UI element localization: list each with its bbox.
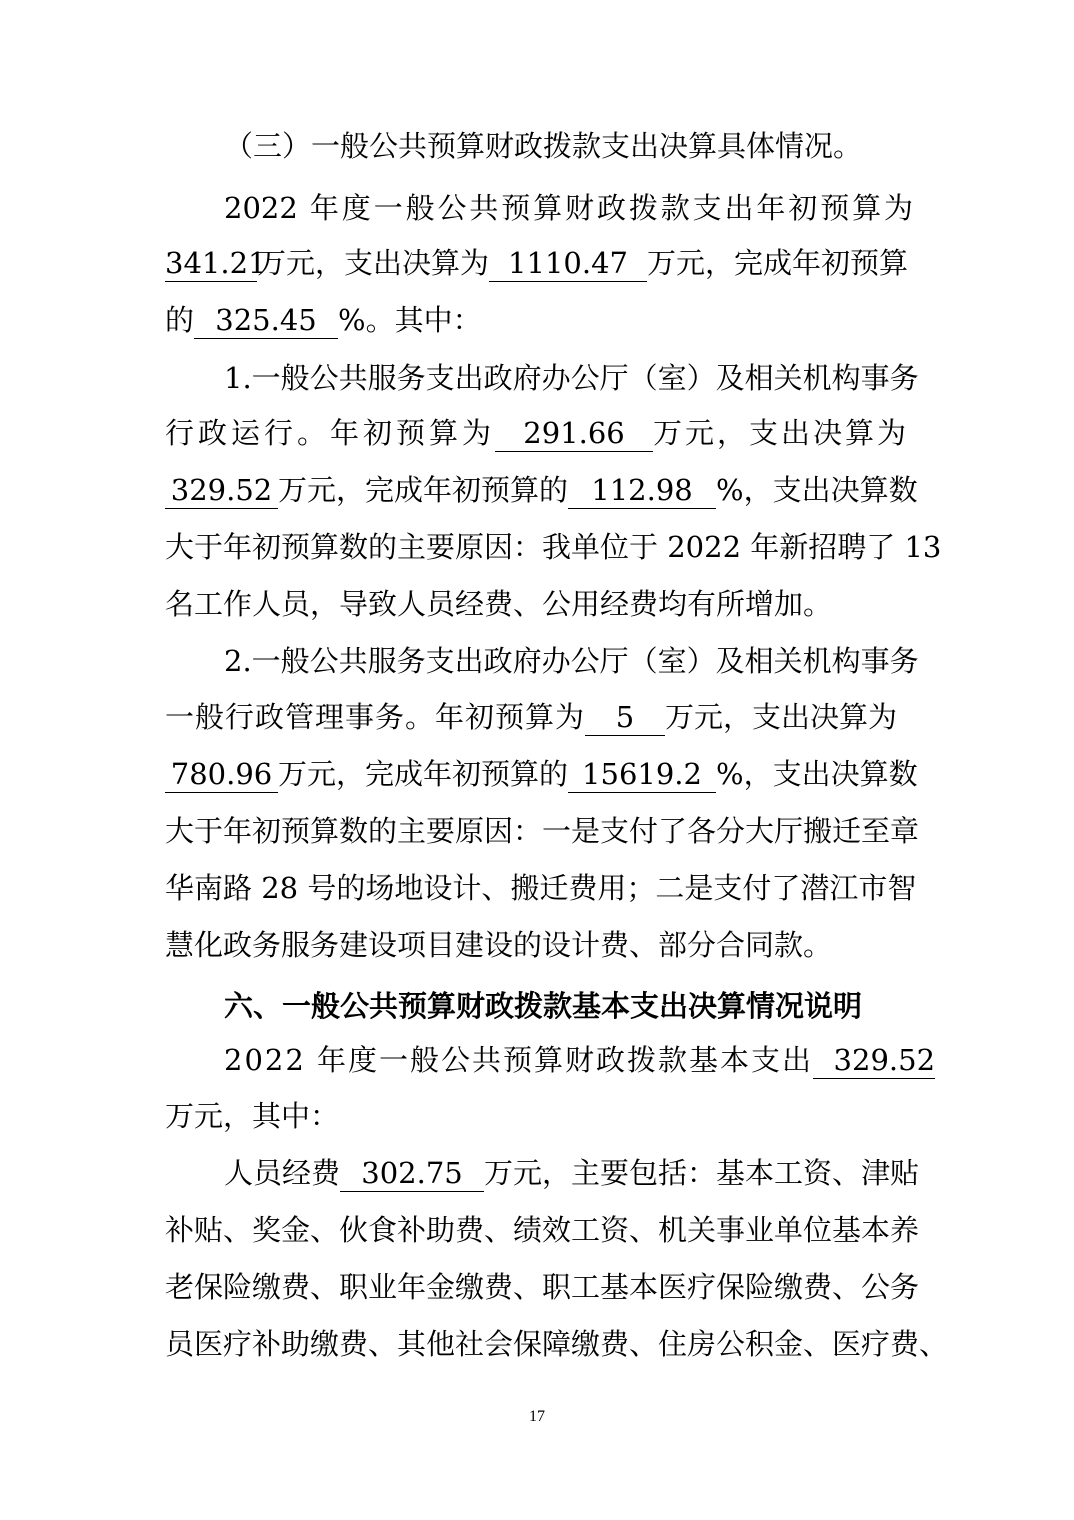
section-3-heading: （三）一般公共预算财政拨款支出决算具体情况。 [224, 129, 863, 163]
section-6-heading: 六、一般公共预算财政拨款基本支出决算情况说明 [224, 989, 863, 1023]
page-number: 17 [529, 1408, 545, 1425]
item1-line5: 名工作人员，导致人员经费、公用经费均有所增加。 [165, 587, 833, 621]
item1-line4: 大于年初预算数的主要原因：我单位于 2022 年新招聘了 13 [165, 530, 942, 564]
item2-line4: 大于年初预算数的主要原因：一是支付了各分大厅搬迁至章 [165, 814, 920, 848]
personnel-value: 302.75 [340, 1155, 484, 1192]
item2-line5: 华南路 28 号的场地设计、搬迁费用；二是支付了潜江市智 [165, 871, 917, 905]
item1-percent-value: 112.98 [568, 472, 716, 509]
item1-line2: 行政运行。年初预算为 291.66 万元，支出决算为 [165, 416, 910, 450]
budget-value: 341.21 [165, 246, 267, 280]
basic-expense-value: 329.52 [813, 1042, 935, 1079]
item1-budget-value: 291.66 [495, 415, 653, 452]
percent-value: 325.45 [194, 302, 338, 339]
item2-final-value: 780.96 [165, 756, 278, 793]
para1-line2: 341.21万元，支出决算为 1110.47 万元，完成年初预算 [165, 246, 909, 280]
item1-final-value: 329.52 [165, 472, 278, 509]
para7-line2: 补贴、奖金、伙食补助费、绩效工资、机关事业单位基本养 [165, 1213, 920, 1247]
item2-line3: 780.96 万元，完成年初预算的 15619.2 %，支出决算数 [165, 746, 913, 802]
para7-line3: 老保险缴费、职业年金缴费、职工基本医疗保险缴费、公务 [165, 1270, 920, 1304]
item2-line1: 2.一般公共服务支出政府办公厅（室）及相关机构事务 [224, 644, 919, 678]
item2-line6: 慧化政务服务建设项目建设的设计费、部分合同款。 [165, 928, 833, 962]
para6-line1: 2022 年度一般公共预算财政拨款基本支出 329.52 [224, 1043, 936, 1077]
item2-budget-value: 5 [585, 699, 665, 736]
item2-line2: 一般行政管理事务。年初预算为 5 万元，支出决算为 [165, 700, 898, 734]
item2-percent-value: 15619.2 [568, 756, 716, 793]
para7-line1: 人员经费 302.75 万元，主要包括：基本工资、津贴 [224, 1156, 920, 1190]
para1-line1: 2022 年度一般公共预算财政拨款支出年初预算为 [224, 191, 913, 225]
item1-line1: 1.一般公共服务支出政府办公厅（室）及相关机构事务 [224, 361, 919, 395]
para7-line4: 员医疗补助缴费、其他社会保障缴费、住房公积金、医疗费、 [165, 1327, 949, 1361]
final-value: 1110.47 [489, 245, 647, 282]
item1-line3: 329.52 万元，完成年初预算的 112.98 %，支出决算数 [165, 462, 913, 518]
para1-line3: 的 325.45 %。其中： [165, 303, 482, 337]
para6-line2: 万元，其中： [165, 1099, 340, 1133]
